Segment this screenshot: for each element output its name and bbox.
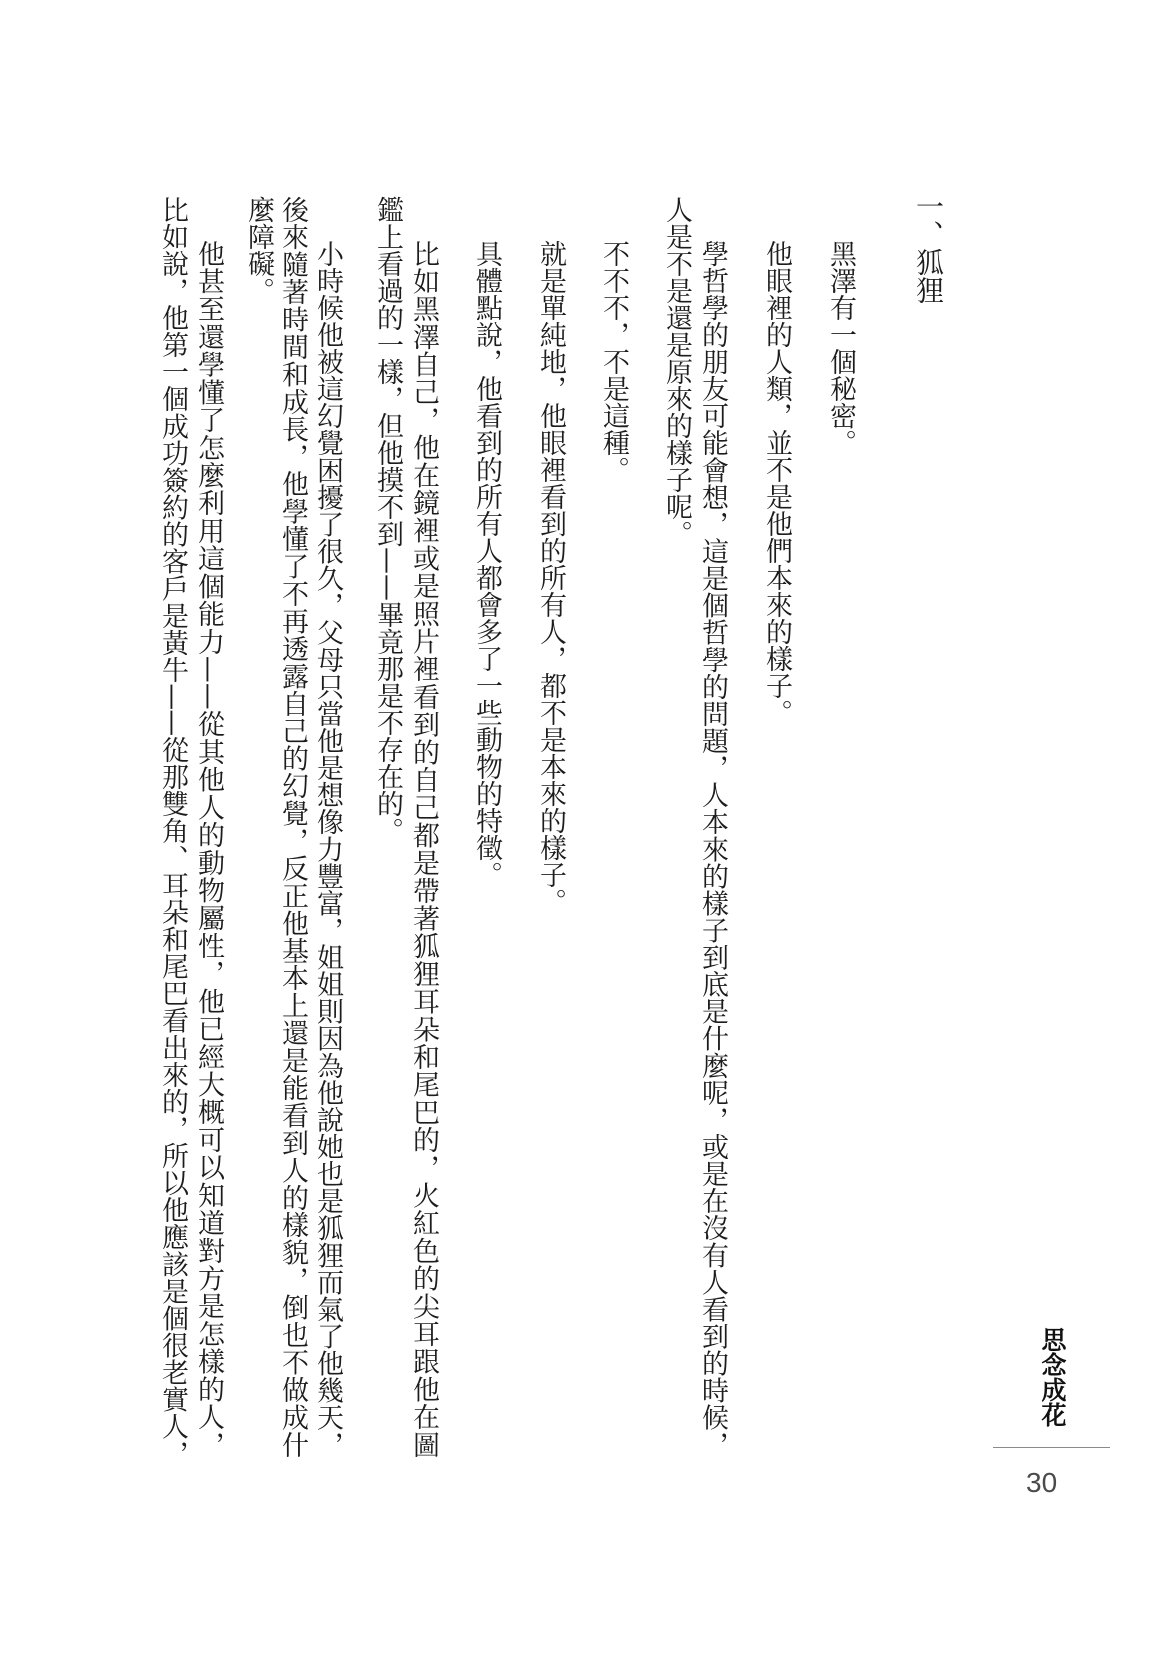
text-line: 比如說，他第一個成功簽約的客戶是黃牛——從那雙角、耳朵和尾巴看出來的，所以他應該是個很老實人，	[157, 196, 188, 1466]
text-line: 麼障礙。	[243, 196, 274, 304]
text-line: 學哲學的朋友可能會想，這是個哲學的問題，人本來的樣子到底是什麼呢，或是在沒有人看到的時候，	[697, 240, 728, 1458]
text-line: 小時候他被這幻覺困擾了很久，父母只當他是想像力豐富，姐姐則因為他說她也是狐狸而氣了他幾天，	[312, 240, 343, 1458]
running-book-title: 思念成花	[1038, 1327, 1067, 1427]
chapter-heading: 一、狐狸	[912, 192, 945, 304]
page-number: 30	[1026, 1467, 1058, 1498]
text-line: 不不不，不是這種。	[598, 240, 629, 483]
text-line: 鑑上看過的一樣，但他摸不到——畢竟那是不存在的。	[372, 196, 403, 844]
text-line: 他甚至還學懂了怎麼利用這個能力——從其他人的動物屬性，他已經大概可以知道對方是怎樣的人，	[193, 240, 224, 1458]
text-line: 比如黑澤自己，他在鏡裡或是照片裡看到的自己都是帶著狐狸耳朵和尾巴的，火紅色的尖耳跟他在圖	[408, 240, 439, 1458]
text-line: 黑澤有一個秘密。	[825, 240, 856, 456]
text-line: 具體點說，他看到的所有人都會多了一些動物的特徵。	[471, 240, 502, 888]
text-line: 他眼裡的人類，並不是他們本來的樣子。	[761, 240, 792, 726]
footer-divider	[993, 1447, 1110, 1448]
text-line: 後來隨著時間和成長，他學懂了不再透露自己的幻覺，反正他基本上還是能看到人的樣貌，倒也不做成什	[277, 196, 308, 1458]
text-line: 人是不是還是原來的樣子呢。	[661, 196, 692, 547]
text-line: 就是單純地，他眼裡看到的所有人，都不是本來的樣子。	[535, 240, 566, 915]
